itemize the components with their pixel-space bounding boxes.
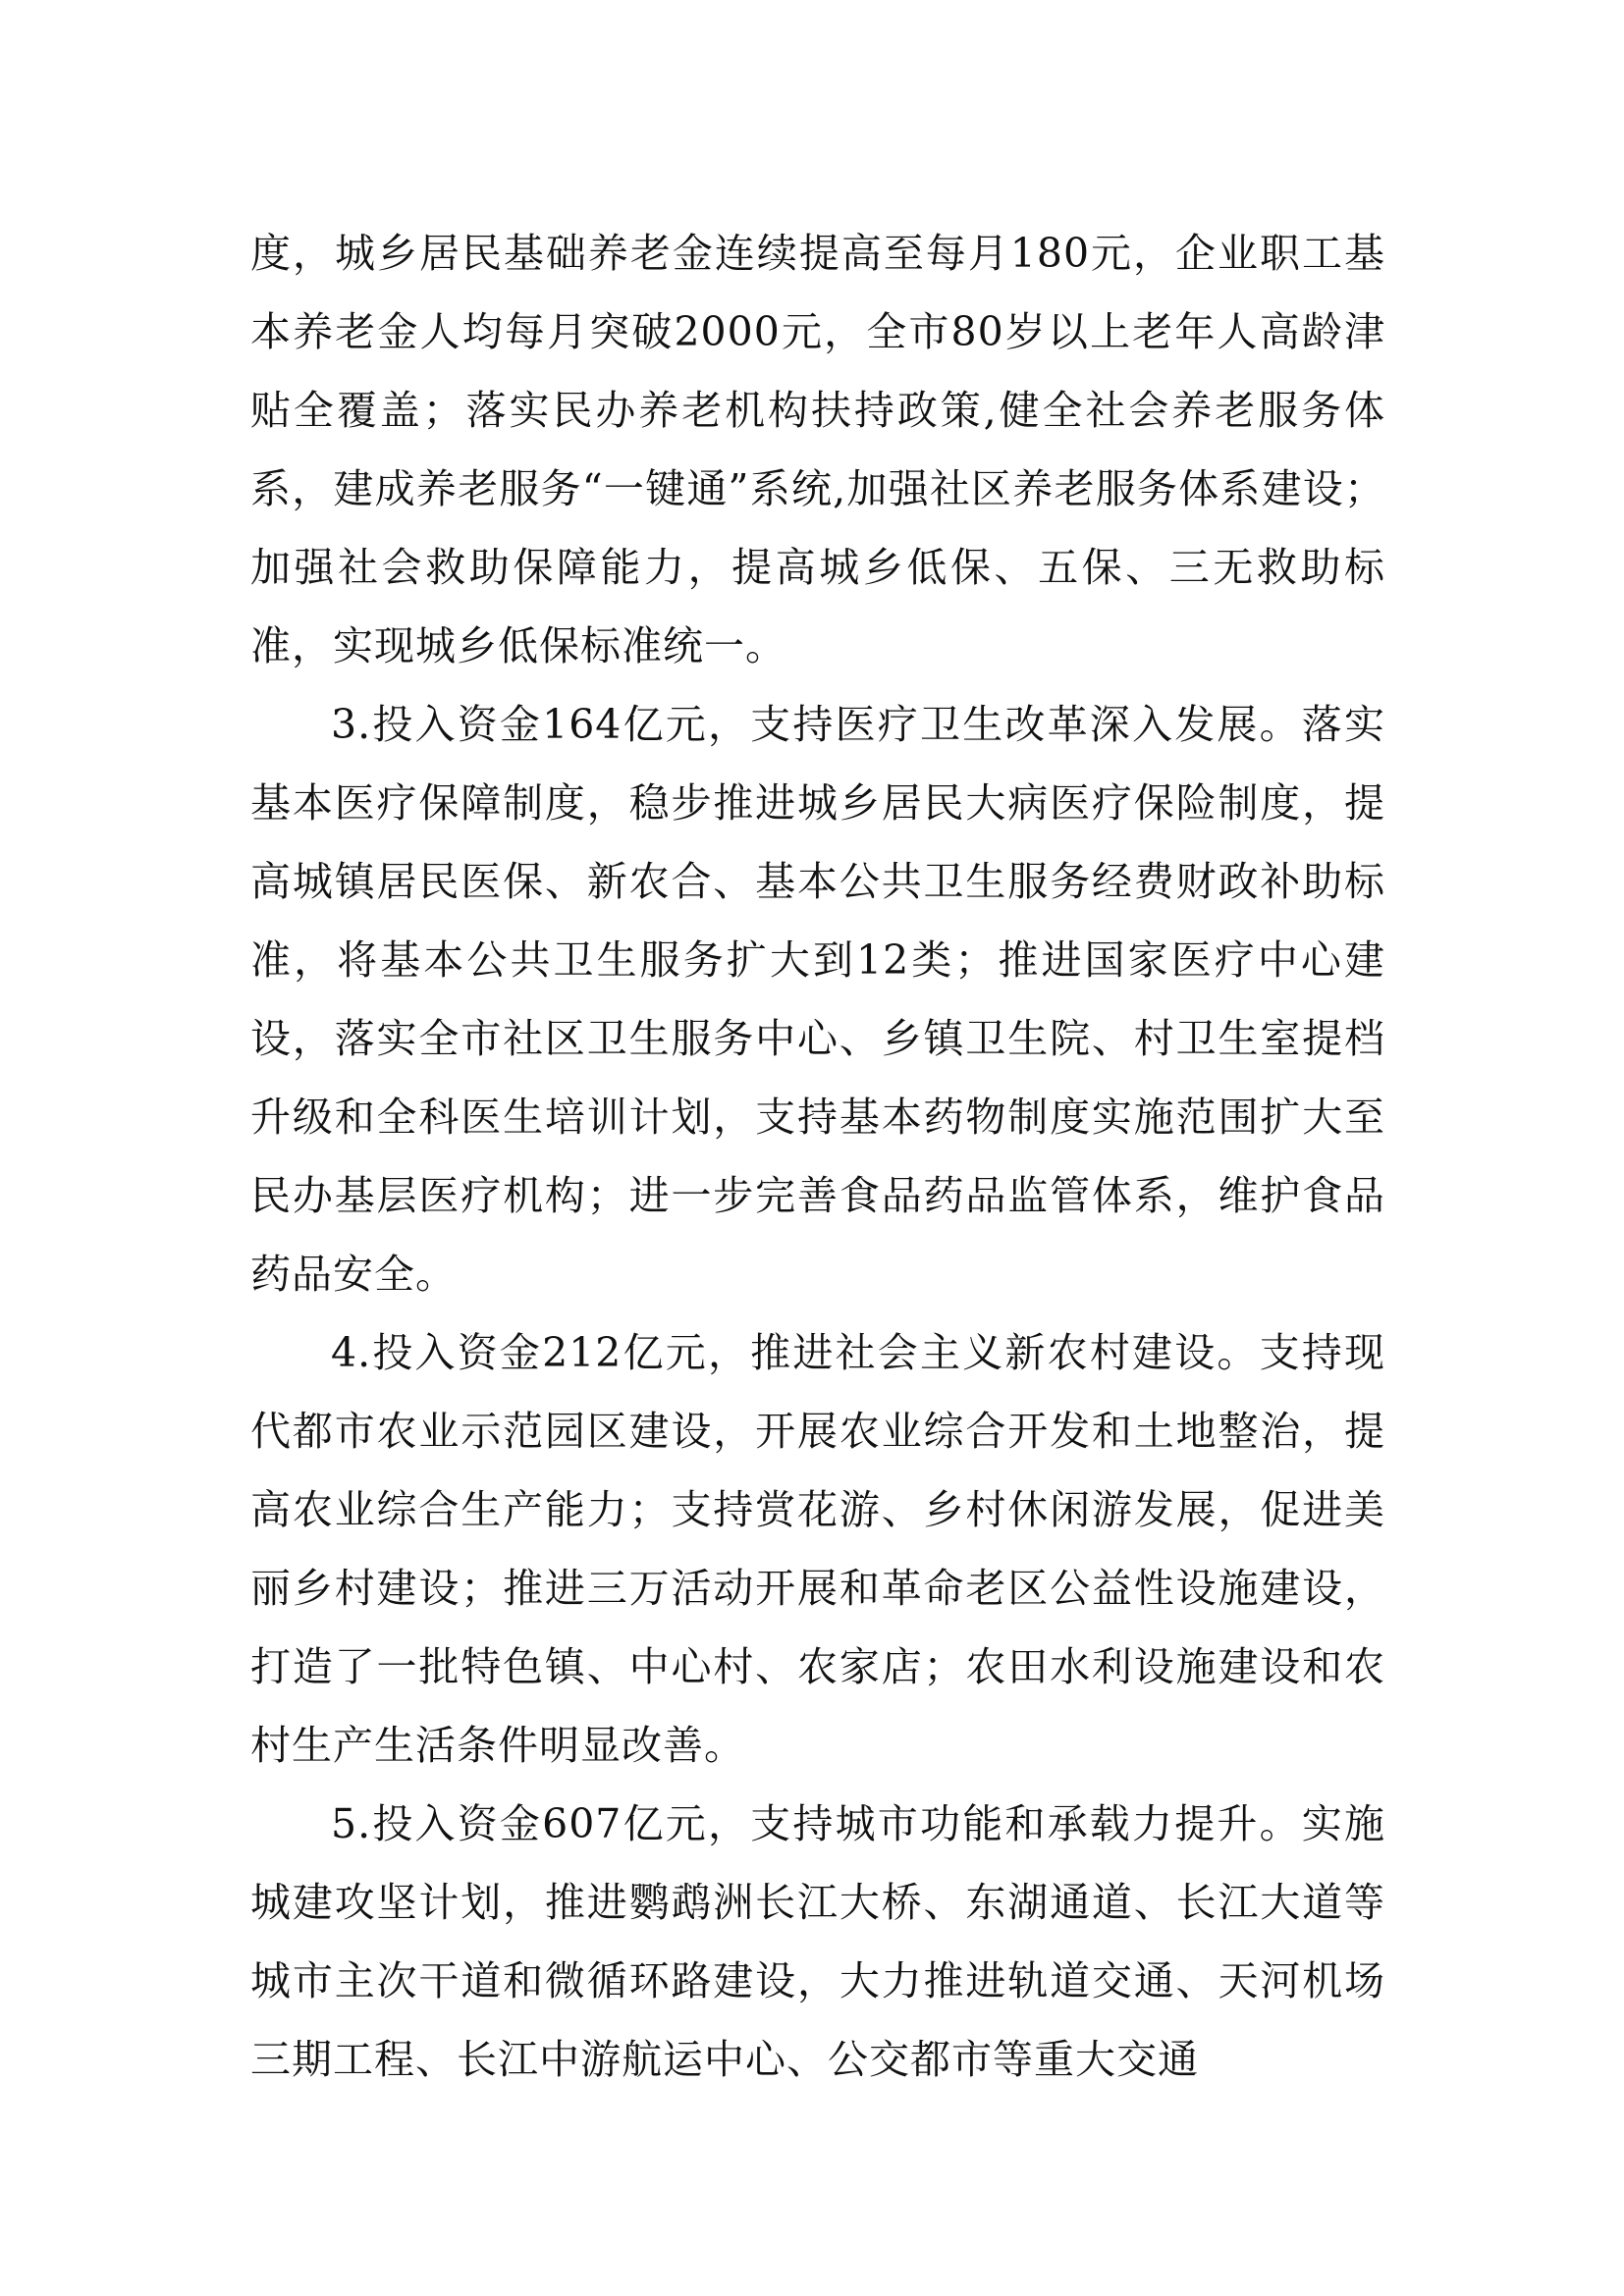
paragraph-item-3: 3.投入资金164亿元，支持医疗卫生改革深入发展。落实基本医疗保障制度，稳步推进城乡居民大病医疗保险制度，提高城镇居民医保、新农合、基本公共卫生服务经费财政补助标准，将基本公共卫生服务扩大到12类；推进国家医疗中心建设，落实全市社区卫生服务中心、乡镇卫生院、村卫生室提档升级和全科医生培训计划，支持基本药物制度实施范围扩大至民办基层医疗机构；进一步完善食品药品监管体系，维护食品药品安全。	[250, 701, 1385, 1298]
paragraph-item-5: 5.投入资金607亿元，支持城市功能和承载力提升。实施城建攻坚计划，推进鹦鹉洲长江大桥、东湖通道、长江大道等城市主次干道和微循环路建设，大力推进轨道交通、天河机场三期工程、长江中游航运中心、公交都市等重大交通	[250, 1800, 1385, 2083]
body-text	[250, 214, 1385, 2099]
paragraph-item-4: 4.投入资金212亿元，推进社会主义新农村建设。支持现代都市农业示范园区建设，开展农业综合开发和土地整治，提高农业综合生产能力；支持赏花游、乡村休闲游发展，促进美丽乡村建设；推进三万活动开展和革命老区公益性设施建设，打造了一批特色镇、中心村、农家店；农田水利设施建设和农村生产生活条件明显改善。	[250, 1329, 1385, 1769]
paragraph-continuation: 度，城乡居民基础养老金连续提高至每月180元，企业职工基本养老金人均每月突破2000元，全市80岁以上老年人高龄津贴全覆盖；落实民办养老机构扶持政策,健全社会养老服务体系，建成养老服务“一键通”系统,加强社区养老服务体系建设；加强社会救助保障能力，提高城乡低保、五保、三无救助标准，实现城乡低保标准统一。	[250, 230, 1385, 669]
